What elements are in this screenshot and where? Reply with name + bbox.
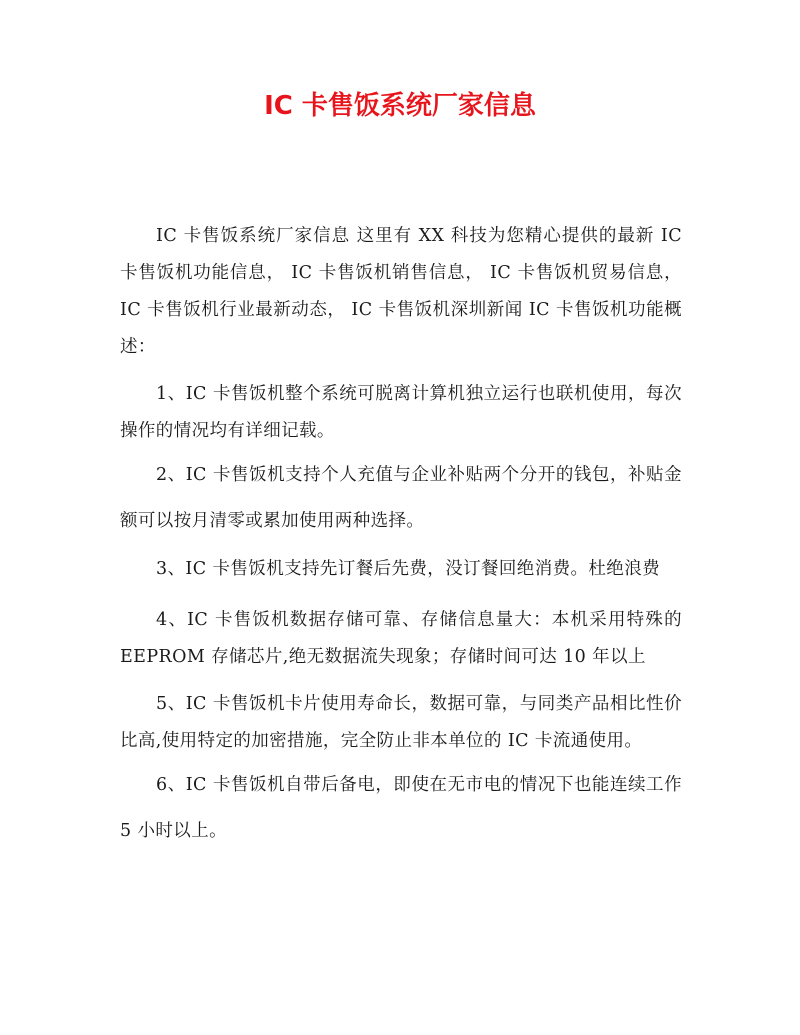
feature-paragraph-4: 4、IC 卡售饭机数据存储可靠、存储信息量大：本机采用特殊的 EEPROM 存储芯片,绝无数据流失现象；存储时间可达 10 年以上	[120, 610, 682, 667]
intro-paragraph: IC 卡售饭系统厂家信息 这里有 XX 科技为您精心提供的最新 IC 卡售饭机功能信息， IC 卡售饭机销售信息， IC 卡售饭机贸易信息， IC 卡售饭机行业最新动态， IC 卡售饭机深圳新闻 IC 卡售饭机功能概述：	[120, 226, 682, 357]
feature-paragraph-2: 2、IC 卡售饭机支持个人充值与企业补贴两个分开的钱包，补贴金额可以按月清零或累加使用两种选择。	[120, 465, 682, 531]
document-body	[120, 218, 682, 854]
feature-paragraph-3: 3、IC 卡售饭机支持先订餐后先费，没订餐回绝消费。杜绝浪费	[156, 559, 660, 579]
feature-paragraph-6: 6、IC 卡售饭机自带后备电，即使在无市电的情况下也能连续工作 5 小时以上。	[120, 775, 682, 841]
feature-paragraph-1: 1、IC 卡售饭机整个系统可脱离计算机独立运行也联机使用，每次操作的情况均有详细记载。	[120, 384, 682, 441]
document-title: IC 卡售饭系统厂家信息	[264, 91, 536, 121]
feature-paragraph-5: 5、IC 卡售饭机卡片使用寿命长，数据可靠，与同类产品相比性价比高,使用特定的加密措施，完全防止非本单位的 IC 卡流通使用。	[120, 694, 682, 751]
